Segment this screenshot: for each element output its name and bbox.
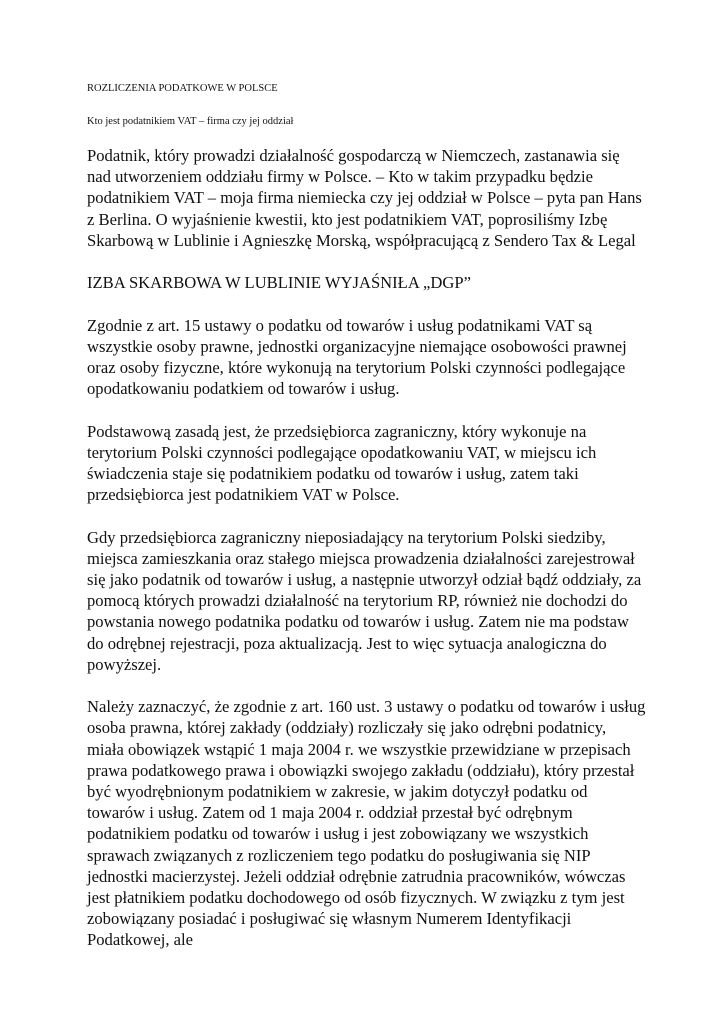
- paragraph-3: Gdy przedsiębiorca zagraniczny nieposiadający na terytorium Polski siedziby, miejsca zamieszkania oraz stałego miejsca prowadzenia działalności zarejestrował się jako podatnik od towarów i usług, a następnie utworzył odział bądź oddziały, za pomocą których prowadzi działalność na terytorium RP, również nie dochodzi do powstania nowego podatnika podatku od towarów i usług. Zatem nie ma podstaw do odrębnej rejestracji, poza aktualizacją. Jest to więc sytuacja analogiczna do powyższej.: [87, 527, 642, 674]
- document-subtitle: Kto jest podatnikiem VAT – firma czy jej oddział: [87, 116, 294, 127]
- paragraph-2: Podstawową zasadą jest, że przedsiębiorca zagraniczny, który wykonuje na terytorium Polski czynności podlegające opodatkowaniu VAT, w miejscu ich świadczenia staje się podatnikiem podatku od towarów i usług, zatem taki przedsiębiorca jest podatnikiem VAT w Polsce.: [87, 421, 597, 505]
- article-body: [87, 145, 647, 972]
- paragraph-1: Zgodnie z art. 15 ustawy o podatku od towarów i usług podatnikami VAT są wszystkie osoby prawne, jednostki organizacyjne niemające osobowości prawnej oraz osoby fizyczne, które wykonują na terytorium Polski czynności podlegające opodatkowaniu podatkiem od towarów i usług.: [87, 315, 627, 399]
- document-title: ROZLICZENIA PODATKOWE W POLSCE: [87, 83, 278, 94]
- paragraph-4: Należy zaznaczyć, że zgodnie z art. 160 ust. 3 ustawy o podatku od towarów i usług osoba prawna, której zakłady (oddziały) rozliczały się jako odrębni podatnicy, miała obowiązek wstąpić 1 maja 2004 r. we wszystkie przewidziane w przepisach prawa podatkowego prawa i obowiązki swojego zakładu (oddziału), który przestał być wyodrębnionym podatnikiem w zakresie, w jakim dotyczył podatku od towarów i usług. Zatem od 1 maja 2004 r. oddział przestał być odrębnym podatnikiem podatku od towarów i usług i jest zobowiązany we wszystkich sprawach związanych z rozliczeniem tego podatku do posługiwania się NIP jednostki macierzystej. Jeżeli oddział odrębnie zatrudnia pracowników, wówczas jest płatnikiem podatku dochodowego od osób fizycznych. W związku z tym jest zobowiązany posiadać i posługiwać się własnym Numerem Identyfikacji Podatkowej, ale: [87, 697, 646, 950]
- intro-paragraph: Podatnik, który prowadzi działalność gospodarczą w Niemczech, zastanawia się nad utworzeniem oddziału firmy w Polsce. – Kto w takim przypadku będzie podatnikiem VAT – moja firma niemiecka czy jej oddział w Polsce – pyta pan Hans z Berlina. O wyjaśnienie kwestii, kto jest podatnikiem VAT, poprosiliśmy Izbę Skarbową w Lublinie i Agnieszkę Morską, współpracującą z Sendero Tax & Legal: [87, 146, 642, 250]
- section-heading: IZBA SKARBOWA W LUBLINIE WYJAŚNIŁA „DGP”: [87, 273, 471, 293]
